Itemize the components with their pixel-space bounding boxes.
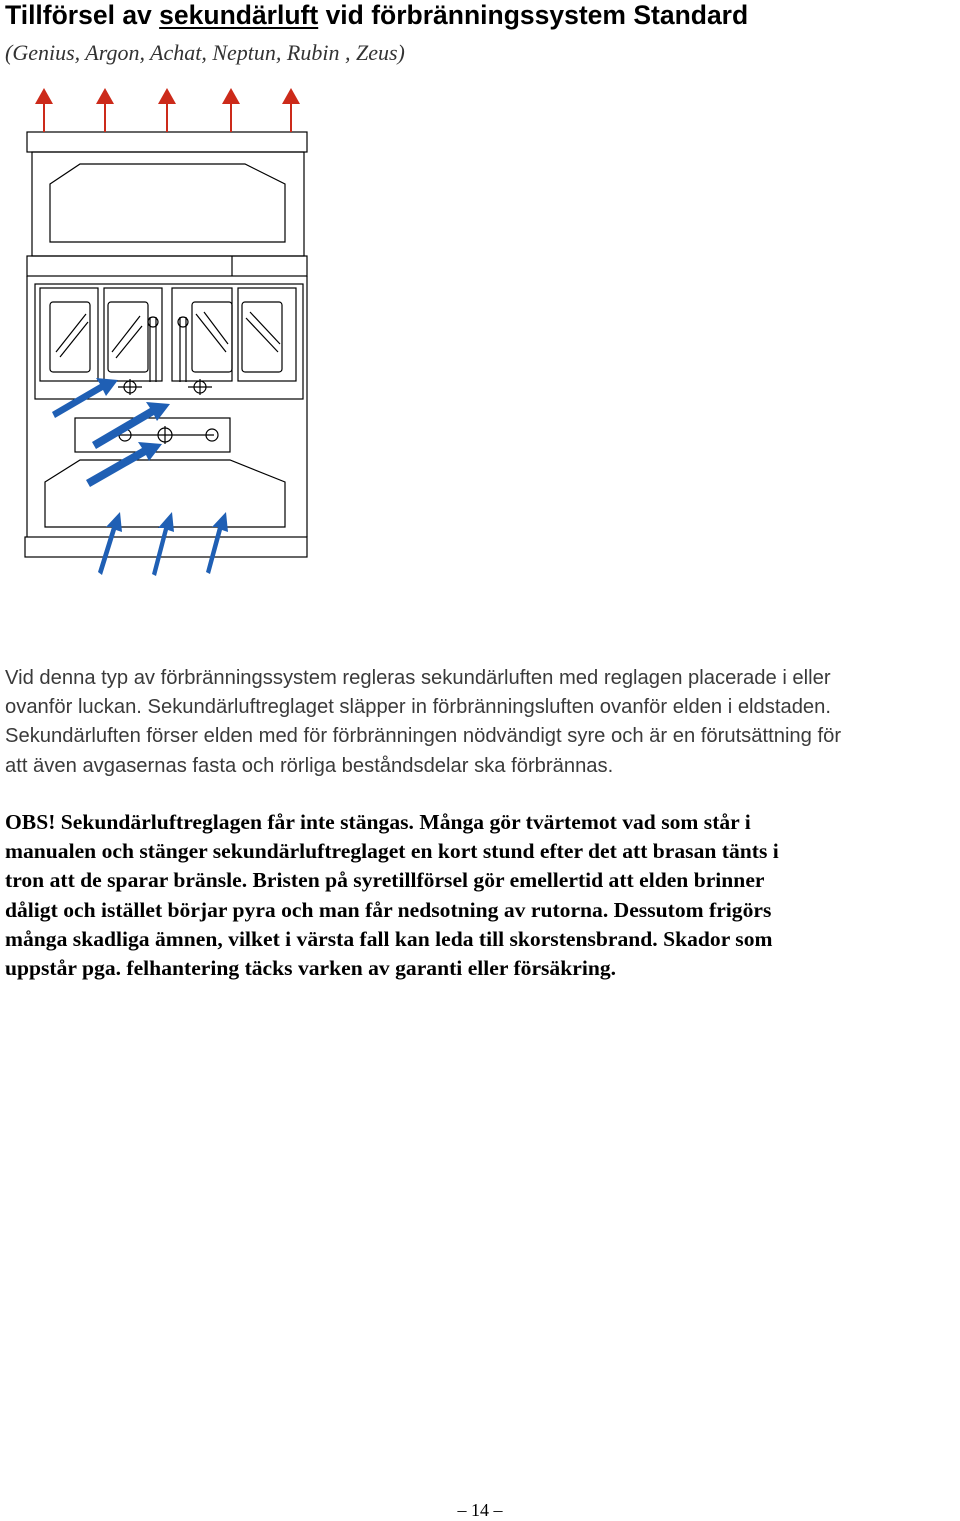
primary-air-arrow-2-icon	[152, 512, 174, 576]
stove-upper-body	[32, 152, 304, 256]
page-title: Tillförsel av sekundärluft vid förbränningssystem Standard	[5, 0, 749, 30]
note-line: dåligt och istället börjar pyra och man får nedsotning av rutorna. Dessutom frigörs	[5, 897, 772, 922]
hot-air-arrow-3-icon	[158, 88, 176, 132]
air-inlet-arrows	[52, 378, 228, 576]
body-paragraph	[5, 664, 960, 781]
note-line: många skadliga ämnen, vilket i värsta fall kan leda till skorstensbrand. Skador som	[5, 926, 773, 951]
stove-top-slab	[27, 132, 307, 152]
primary-air-arrow-1-icon	[98, 512, 122, 575]
stove-airflow-diagram	[0, 82, 320, 582]
glass-pane-1	[50, 302, 90, 372]
upper-combustion-chamber	[50, 164, 285, 242]
body-line: att även avgasernas fasta och rörliga beståndsdelar ska förbrännas.	[5, 754, 614, 777]
note-line: OBS! Sekundärluftreglagen får inte stängas. Många gör tvärtemot vad som står i	[5, 810, 751, 834]
body-line: Vid denna typ av förbränningssystem regleras sekundärluften med reglagen placerade i eller	[5, 667, 831, 689]
glass-pane-3	[192, 302, 232, 372]
secondary-air-arrow-3-icon	[86, 442, 162, 487]
body-line: Sekundärluften förser elden med för förbränningen nödvändigt syre och är en förutsättning för	[5, 725, 842, 748]
primary-air-arrow-3-icon	[206, 512, 228, 574]
glass-pane-4	[242, 302, 282, 372]
hot-air-arrow-2-icon	[96, 88, 114, 132]
lower-chamber	[45, 460, 285, 527]
page-number: – 14 –	[457, 1500, 503, 1520]
stove-door-frame	[35, 284, 303, 399]
body-line: ovanför luckan. Sekundärluftreglaget släpper in förbränningsluften ovanför elden i eldstaden.	[5, 696, 831, 719]
secondary-air-arrow-2-icon	[92, 402, 170, 449]
note-line: tron att de sparar bränsle. Bristen på syretillförsel gör emellertid att elden brinner	[5, 868, 765, 893]
stove-base-slab	[25, 537, 307, 557]
hot-air-arrow-5-icon	[282, 88, 300, 132]
hot-air-arrow-4-icon	[222, 88, 240, 132]
secondary-air-arrow-1-icon	[52, 378, 118, 418]
stove-mid-slab	[27, 256, 307, 276]
page-subtitle: (Genius, Argon, Achat, Neptun, Rubin , Zeus)	[5, 40, 405, 65]
hot-air-arrow-1-icon	[35, 88, 53, 132]
warning-note	[5, 808, 960, 983]
glass-pane-2	[108, 302, 148, 372]
note-line: manualen och stänger sekundärluftreglaget en kort stund efter det att brasan tänts i	[5, 839, 779, 864]
note-line: uppstår pga. felhantering täcks varken av garanti eller försäkring.	[5, 956, 617, 981]
title-underlined-word: sekundärluft	[159, 0, 319, 30]
hot-air-arrows	[35, 88, 300, 132]
